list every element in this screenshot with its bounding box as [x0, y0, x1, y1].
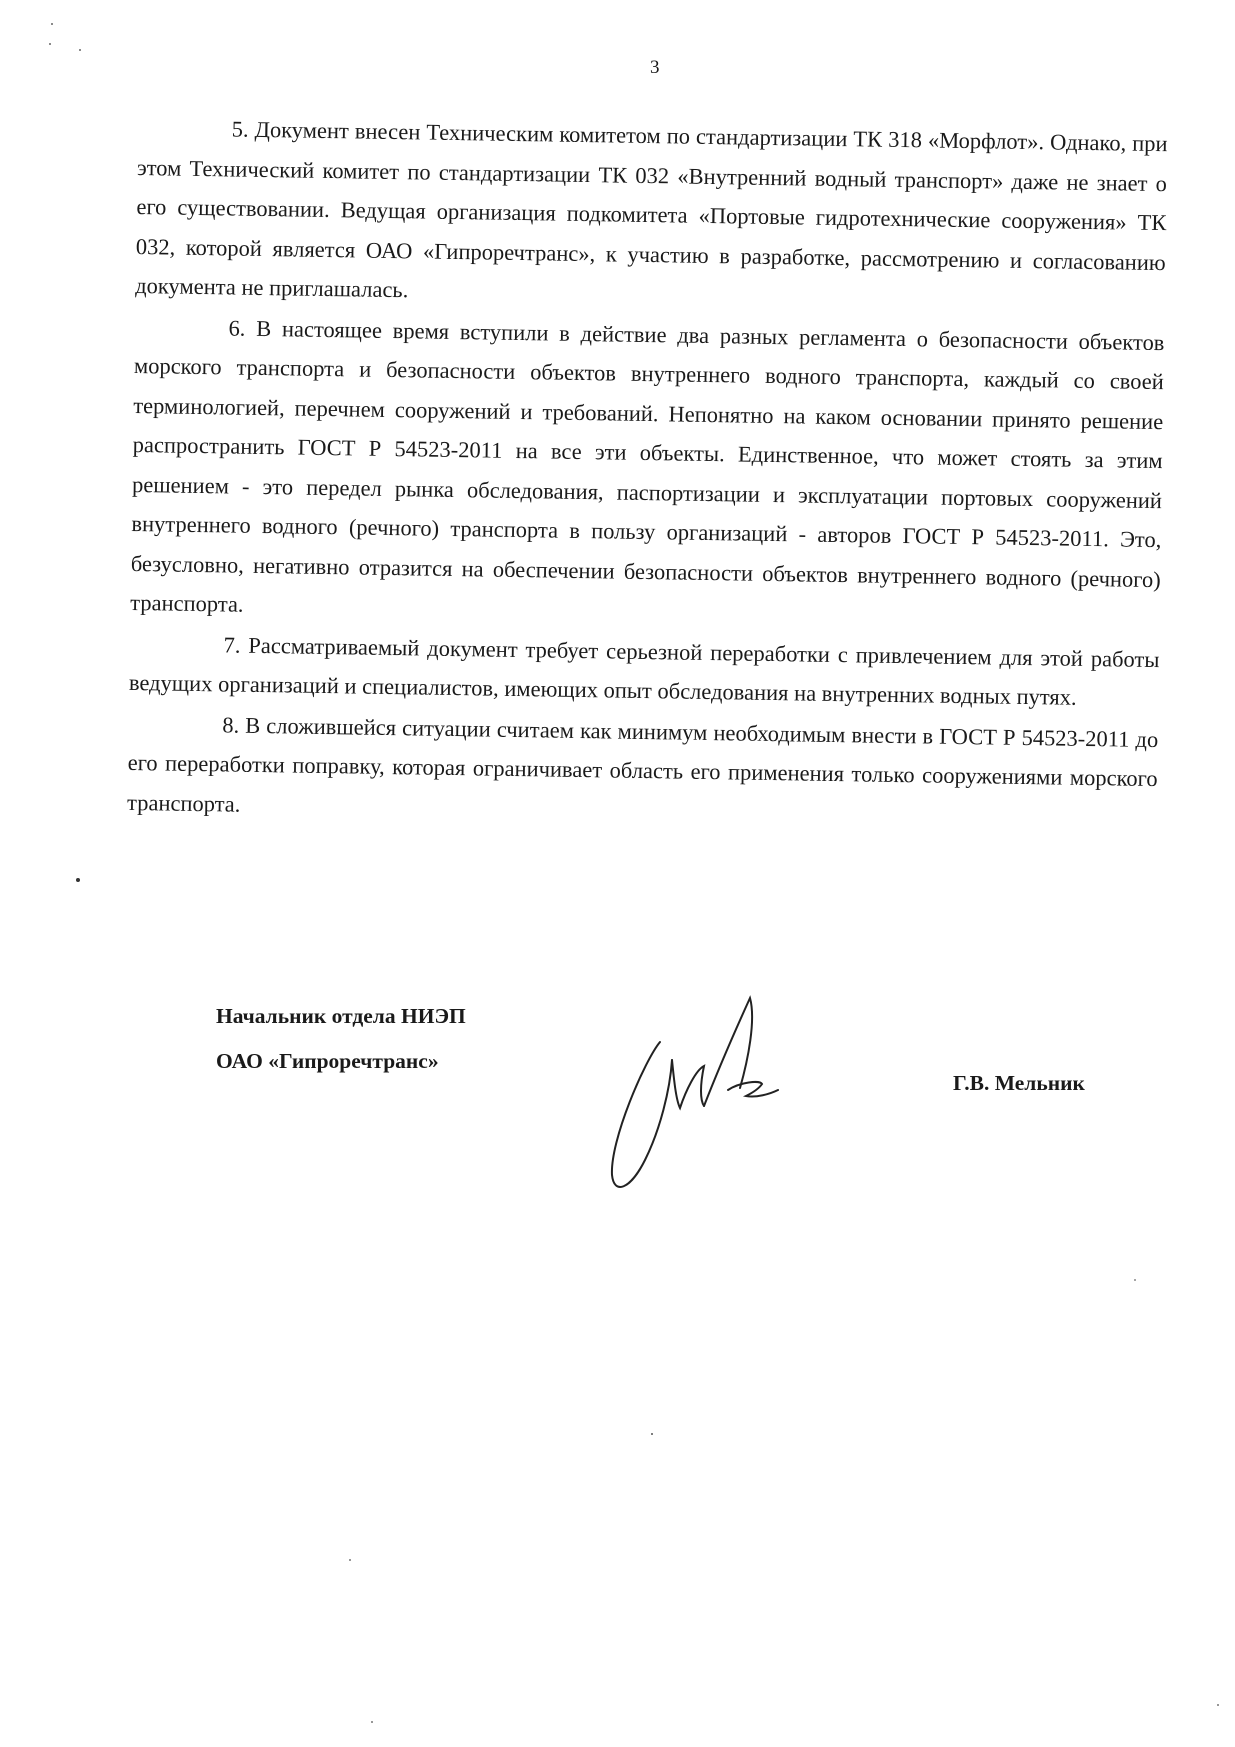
- signer-position: Начальник отдела НИЭП: [216, 1004, 466, 1028]
- paragraph-5: 5. Документ внесен Техническим комитетом по стандартизации ТК 318 «Морфлот». Однако, при этом Технический комитет по стандартизации ТК 032 «Внутренний водный транспорт» даже не знает о его существовании. Ведущая организация подкомитета «Портовые гидротехнические сооружения» ТК 032, которой является ОАО «Гипроречтранс», к участию в разработке, рассмотрению и согласованию документа не приглашалась.: [135, 116, 1168, 303]
- signer-name: Г.В. Мельник: [953, 1071, 1085, 1095]
- paragraph-8: 8. В сложившейся ситуации считаем как минимум необходимым внести в ГОСТ Р 54523-2011 до его переработки поправку, которая ограничивает область его применения только сооружениями морского транспорта.: [126, 711, 1159, 817]
- signer-organization: ОАО «Гипроречтранс»: [216, 1049, 439, 1073]
- paragraph-6: 6. В настоящее время вступили в действие два разных регламента о безопасности объектов морского транспорта и безопасности объектов внутреннего водного транспорта, каждый со своей терминологией, перечнем сооружений и требований. Непонятно на каком основании принято решение распространить ГОСТ Р 54523-2011 на все эти объекты. Единственное, что может стоять за этим решением - это передел рынка обследования, паспортизации и эксплуатации портовых сооружений внутреннего водного (речного) транспорта в пользу организаций - авторов ГОСТ Р 54523-2011. Это, безусловно, негативно отразится на обеспечении безопасности объектов внутреннего водного (речного) транспорта.: [130, 314, 1165, 617]
- paragraph-7: 7. Рассматриваемый документ требует серьезной переработки с привлечением для этой работы ведущих организаций и специалистов, имеющих опыт обследования на внутренних водных путях.: [128, 631, 1160, 710]
- page-number: 3: [650, 57, 660, 78]
